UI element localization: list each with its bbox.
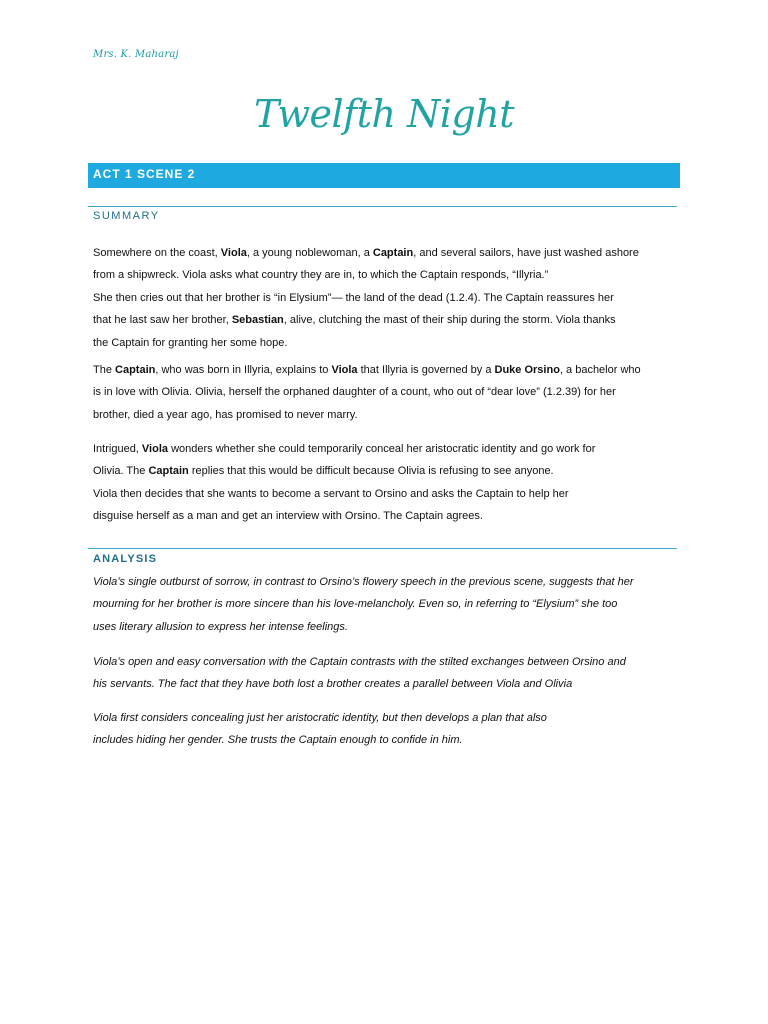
summary-paragraph-1 [93, 242, 683, 354]
text-line: from a shipwreck. Viola asks what country they are in, to which the Captain responds, “Illyria.” [93, 269, 549, 282]
text-line: Viola’s single outburst of sorrow, in contrast to Orsino’s flowery speech in the previous scene, suggests that her [93, 576, 634, 588]
text-line: is in love with Olivia. Olivia, herself the orphaned daughter of a count, who out of “dear love” (1.2.39) for her [93, 386, 616, 399]
summary-divider [88, 206, 677, 207]
analysis-paragraph-2 [93, 651, 683, 696]
document-title: Twelfth Night [253, 92, 515, 136]
text-line: disguise herself as a man and get an interview with Orsino. The Captain agrees. [93, 510, 483, 523]
analysis-paragraph-1 [93, 571, 683, 638]
text-line: that he last saw her brother, Sebastian, alive, clutching the mast of their ship during the storm. Viola thanks [93, 314, 616, 327]
summary-paragraph-2 [93, 359, 683, 426]
analysis-paragraph-3 [93, 707, 683, 752]
text-line: his servants. The fact that they have both lost a brother creates a parallel between Viola and Olivia [93, 678, 573, 691]
analysis-divider [88, 548, 677, 549]
analysis-heading: ANALYSIS [93, 553, 158, 565]
author-name: Mrs. K. Maharaj [93, 49, 179, 60]
summary-heading: SUMMARY [93, 210, 160, 222]
text-line: the Captain for granting her some hope. [93, 336, 288, 349]
text-line: Viola then decides that she wants to become a servant to Orsino and asks the Captain to help her [93, 487, 569, 500]
summary-paragraph-3 [93, 438, 683, 528]
text-line: includes hiding her gender. She trusts the Captain enough to confide in him. [93, 734, 463, 747]
text-line: Intrigued, Viola wonders whether she could temporarily conceal her aristocratic identity and go work for [93, 443, 596, 455]
text-line: Viola first considers concealing just her aristocratic identity, but then develops a plan that also [93, 712, 547, 724]
text-line: She then cries out that her brother is “in Elysium”— the land of the dead (1.2.4). The Captain reassures her [93, 291, 614, 304]
text-line: Olivia. The Captain replies that this would be difficult because Olivia is refusing to see anyone. [93, 465, 554, 478]
text-line: uses literary allusion to express her intense feelings. [93, 620, 348, 633]
text-line: mourning for her brother is more sincere than his love-melancholy. Even so, in referring to “Elysium” she too [93, 598, 618, 611]
text-line: The Captain, who was born in Illyria, explains to Viola that Illyria is governed by a Duke Orsino, a bachelor who [93, 364, 641, 376]
text-line: Somewhere on the coast, Viola, a young noblewoman, a Captain, and several sailors, have just washed ashore [93, 247, 639, 259]
section-banner: ACT 1 SCENE 2 [88, 163, 680, 188]
text-line: Viola’s open and easy conversation with the Captain contrasts with the stilted exchanges between Orsino and [93, 656, 626, 668]
text-line: brother, died a year ago, has promised to never marry. [93, 408, 358, 421]
